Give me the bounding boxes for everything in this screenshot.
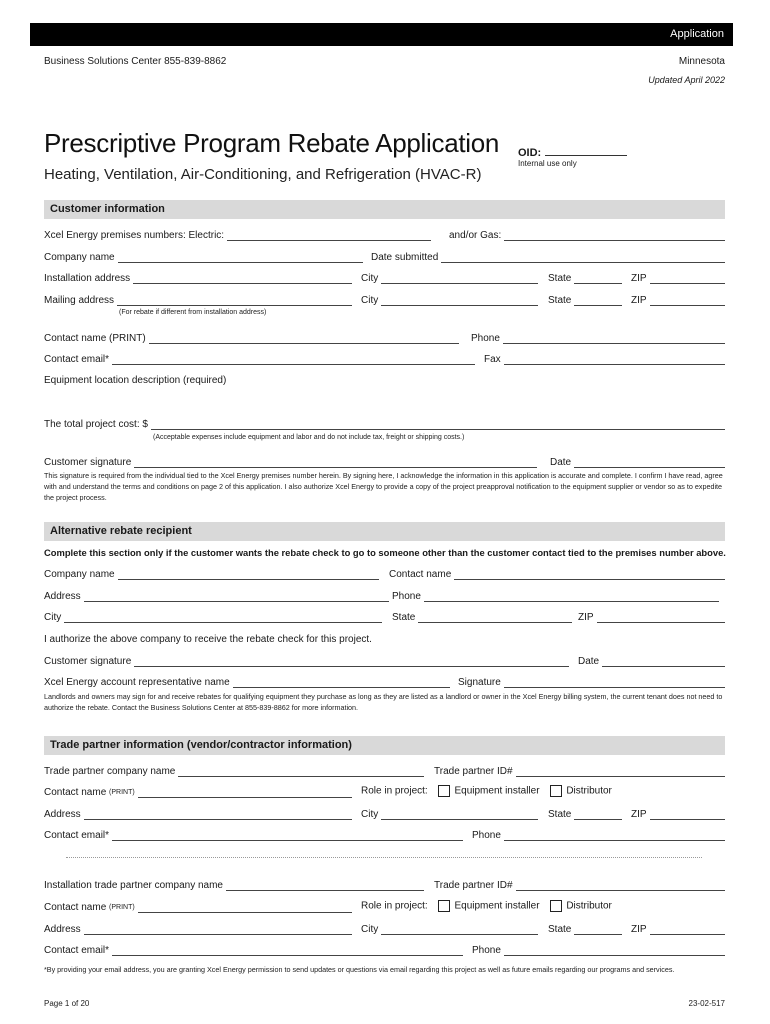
alt-zip-field[interactable]: ZIP [578,612,725,623]
install-installer-checkbox[interactable] [438,900,450,912]
cost-note: (Acceptable expenses include equipment and labor and do not include tax, freight or shipping costs.) [153,434,465,441]
oid-field: OID: [518,145,627,159]
alt-phone-field[interactable]: Phone [392,591,719,602]
trade-id-field[interactable]: Trade partner ID# [434,766,725,777]
alt-state-field[interactable]: State [392,612,572,623]
form-code: 23-02-517 [688,999,725,1008]
contact-email-field[interactable]: Contact email* [44,354,475,365]
trade-section-header: Trade partner information (vendor/contractor information) [44,736,725,755]
account-rep-signature-field[interactable]: Signature [458,677,725,688]
alt-customer-signature-field[interactable]: Customer signature [44,656,569,667]
mailing-city-field[interactable]: City [361,295,538,306]
oid-sub: Internal use only [518,159,577,168]
alt-contact-name-field[interactable]: Contact name [389,569,725,580]
header-bar-label: Application [670,28,724,40]
install-trade-company-field[interactable]: Installation trade partner company name [44,880,424,891]
customer-signature-date-field[interactable]: Date [550,457,725,468]
trade-city-field[interactable]: City [361,809,538,820]
state-label: Minnesota [678,56,725,67]
mailing-note: (For rebate if different from installation address) [119,309,267,316]
installer-checkbox[interactable] [438,785,450,797]
trade-state-field[interactable]: State [548,809,622,820]
updated-label: Updated April 2022 [648,75,725,85]
trade-role-group: Role in project: Equipment installer Distributor [361,785,612,797]
install-contact-name-field[interactable]: Contact name (PRINT) [44,902,352,913]
alt-company-field[interactable]: Company name [44,569,379,580]
mailing-address-field[interactable]: Mailing address [44,295,352,306]
install-trade-id-field[interactable]: Trade partner ID# [434,880,725,891]
install-zip-field[interactable]: ZIP [631,273,725,284]
install-trade-city-field[interactable]: City [361,924,538,935]
trade-contact-name-field[interactable]: Contact name (PRINT) [44,787,352,798]
alt-signature-date-field[interactable]: Date [578,656,725,667]
install-address-field[interactable]: Address [44,924,352,935]
landlord-note: Landlords and owners may sign for and receive rebates for qualifying equipment they purchase as long as they are listed as a landlord or owner in the Xcel Energy billing system, the current tenant does not need to authorize the rebate. Contact the Business Solutions Center at 855-839-8862 for more information. [44,692,723,712]
header-bar [30,23,733,46]
page-number: Page 1 of 20 [44,999,90,1008]
company-name-field[interactable]: Company name [44,252,363,263]
install-state-field[interactable]: State [548,273,622,284]
signature-note: This signature is required from the individual tied to the Xcel Energy premises number herein. By signing here, I acknowledge the information in this application is accurate and complete. I confirm I have read, agree with and understand the terms and conditions on page 2 of this application. I also authorize Xcel Energy to provide a copy of the project preapproval notification to the equipment supplier or vendor so as to expedite the project process. [44,471,723,502]
total-project-cost-field[interactable]: The total project cost: $ [44,419,725,430]
alt-authorize-text: I authorize the above company to receive the rebate check for this project. [44,634,372,645]
email-note: *By providing your email address, you are granting Xcel Energy permission to send updates or questions via email regarding this project as well as future emails regarding our programs and services. [44,965,675,974]
contact-name-field[interactable]: Contact name (PRINT) [44,333,459,344]
install-city-field[interactable]: City [361,273,538,284]
install-trade-zip-field[interactable]: ZIP [631,924,725,935]
install-phone-field[interactable]: Phone [472,945,725,956]
contact-phone-field[interactable]: Phone [471,333,725,344]
trade-company-field[interactable]: Trade partner company name [44,766,424,777]
customer-signature-field[interactable]: Customer signature [44,457,537,468]
section-divider [66,857,702,858]
trade-phone-field[interactable]: Phone [472,830,725,841]
date-submitted-field[interactable]: Date submitted [371,252,725,263]
customer-section-header: Customer information [44,200,725,219]
alt-address-field[interactable]: Address [44,591,389,602]
page-title: Prescriptive Program Rebate Application [44,128,500,158]
equipment-location-label: Equipment location description (required) [44,375,227,386]
alt-instruction: Complete this section only if the customer wants the rebate check to go to someone other than the customer contact tied to the premises number above. [44,547,726,558]
page-subtitle: Heating, Ventilation, Air-Conditioning, and Refrigeration (HVAC-R) [44,166,482,183]
trade-zip-field[interactable]: ZIP [631,809,725,820]
distributor-checkbox[interactable] [550,785,562,797]
install-distributor-checkbox[interactable] [550,900,562,912]
mailing-state-field[interactable]: State [548,295,622,306]
mailing-zip-field[interactable]: ZIP [631,295,725,306]
trade-email-field[interactable]: Contact email* [44,830,463,841]
phone-line: Business Solutions Center 855-839-8862 [44,56,227,67]
alt-section-header: Alternative rebate recipient [44,522,725,541]
gas-premises-field[interactable]: and/or Gas: [449,230,725,241]
install-email-field[interactable]: Contact email* [44,945,463,956]
install-trade-state-field[interactable]: State [548,924,622,935]
electric-premises-field[interactable]: Xcel Energy premises numbers: Electric: [44,230,431,241]
install-role-group: Role in project: Equipment installer Distributor [361,900,612,912]
alt-city-field[interactable]: City [44,612,382,623]
contact-fax-field[interactable]: Fax [484,354,725,365]
account-rep-name-field[interactable]: Xcel Energy account representative name [44,677,450,688]
trade-address-field[interactable]: Address [44,809,352,820]
installation-address-field[interactable]: Installation address [44,273,352,284]
